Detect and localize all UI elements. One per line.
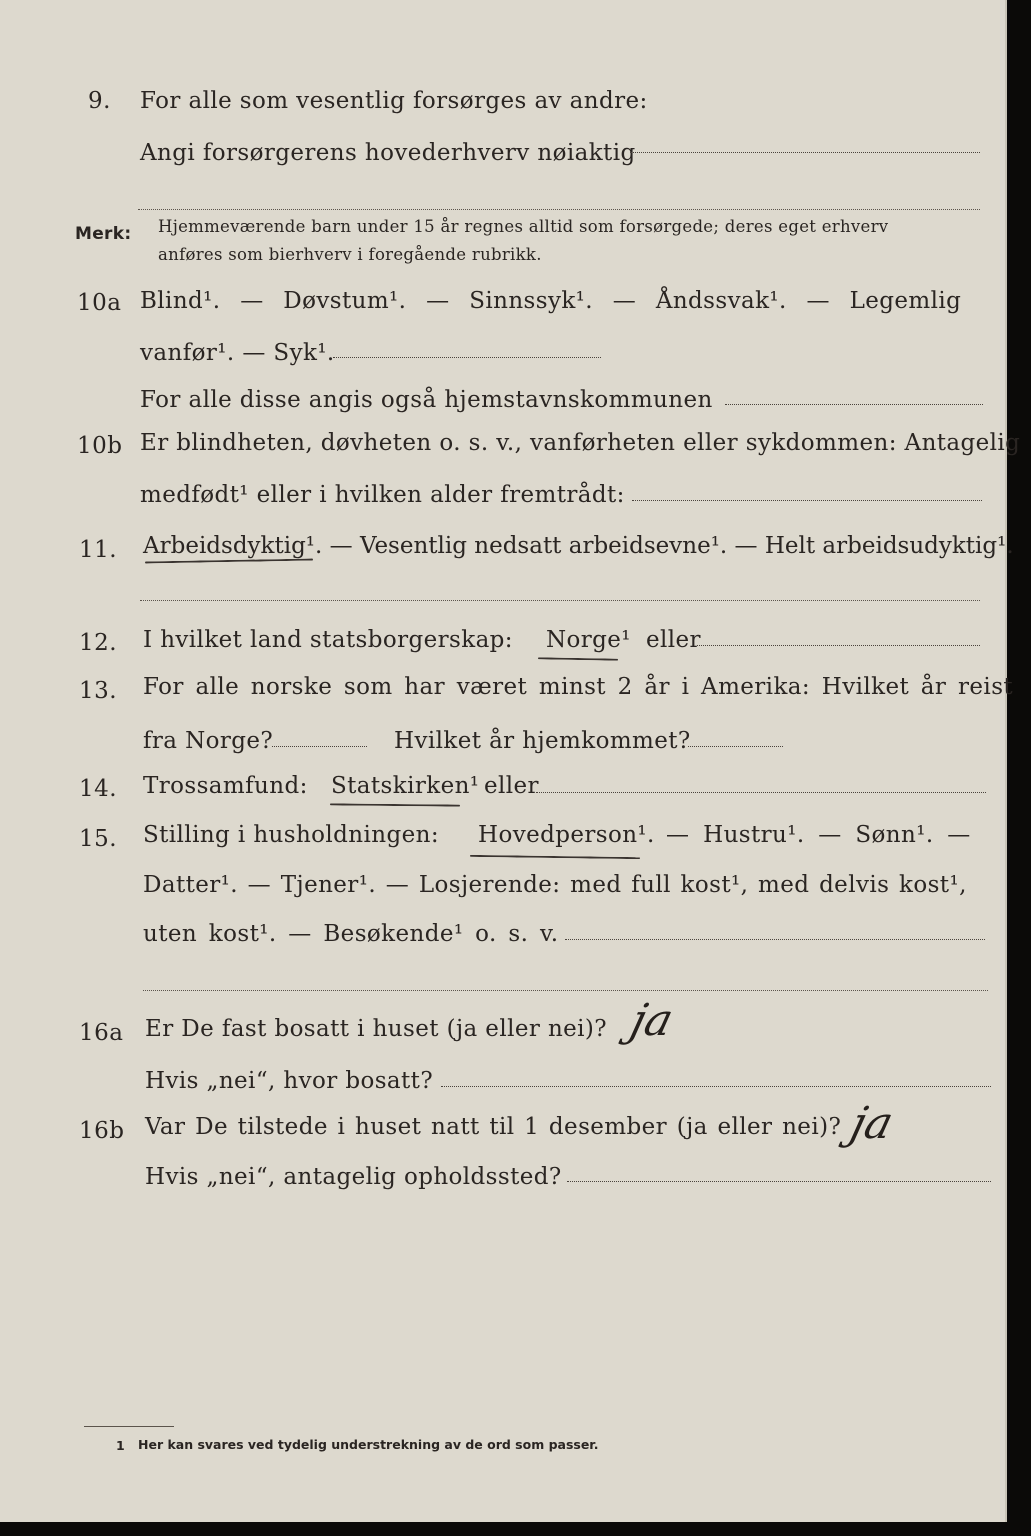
q10b-number: 10b	[77, 433, 123, 459]
q11-line1: Arbeidsdyktig¹. — Vesentlig nedsatt arbeidsevne¹. — Helt arbeidsudyktig¹.	[143, 533, 1014, 559]
q13-line2a: fra Norge?	[143, 728, 274, 754]
q11-underline-mark	[145, 559, 313, 564]
q12-suffix: eller	[646, 627, 701, 653]
q16b-line2: Hvis „nei“, antagelig opholdssted?	[145, 1164, 562, 1190]
q15-choice-hovedperson[interactable]: Hovedperson¹.	[478, 822, 655, 848]
q9-answer-line[interactable]	[630, 152, 980, 153]
q10a-number: 10a	[77, 290, 122, 316]
q16a-number: 16a	[79, 1020, 124, 1046]
footnote-text: Her kan svares ved tydelig understrekning av de ord som passer.	[138, 1437, 599, 1452]
q13-line1: For alle norske som har været minst 2 år i Amerika: Hvilket år reist	[143, 674, 1014, 700]
q14-choice-statskirken[interactable]: Statskirken¹	[331, 773, 480, 799]
q12-choice-norge[interactable]: Norge¹	[546, 627, 631, 653]
q10a-line1: Blind¹. — Døvstum¹. — Sinnssyk¹. — Åndssvak¹. — Legemlig	[140, 288, 962, 314]
q14-underline-mark	[330, 803, 460, 806]
q11-number: 11.	[79, 537, 118, 563]
q16b-handwritten-answer: ja	[845, 1098, 899, 1149]
q16b-line1: Var De tilstede i huset natt til 1 desember (ja eller nei)?	[145, 1114, 842, 1140]
q16a-line1: Er De fast bosatt i huset (ja eller nei)?	[145, 1016, 608, 1042]
q16b-answer-line[interactable]	[567, 1181, 991, 1182]
footnote-rule	[84, 1426, 174, 1427]
q9-line2: Angi forsørgerens hovederhverv nøiaktig	[140, 140, 636, 166]
q16b-number: 16b	[79, 1118, 125, 1144]
q10a-answer-line[interactable]	[333, 357, 601, 358]
q9-continuation-line[interactable]	[138, 209, 980, 210]
q13-departure-year-line[interactable]	[272, 746, 367, 747]
note-line1: Hjemmeværende barn under 15 år regnes alltid som forsørgede; deres eget erhverv	[158, 217, 889, 236]
q12-underline-mark	[538, 657, 618, 660]
q15-prefix: Stilling i husholdningen:	[143, 822, 439, 848]
q13-line2b: Hvilket år hjemkommet?	[394, 728, 691, 754]
q13-return-year-line[interactable]	[688, 746, 783, 747]
q16a-line2: Hvis „nei“, hvor bosatt?	[145, 1068, 434, 1094]
note-label: Merk:	[75, 224, 132, 244]
q16a-answer-line[interactable]	[441, 1086, 991, 1087]
q14-suffix: eller	[484, 773, 539, 799]
q14-number: 14.	[79, 776, 118, 802]
q10b-line1: Er blindheten, døvheten o. s. v., vanførheten eller sykdommen: Antagelig	[140, 430, 1021, 456]
q10b-answer-line[interactable]	[632, 500, 982, 501]
q15-line3: uten kost¹. — Besøkende¹ o. s. v.	[143, 921, 559, 947]
q9-number: 9.	[88, 88, 111, 114]
q10a-line2: vanfør¹. — Syk¹.	[140, 340, 335, 366]
q12-answer-line[interactable]	[697, 645, 980, 646]
q9-line1: For alle som vesentlig forsørges av andre:	[140, 88, 648, 114]
q16a-handwritten-answer: ja	[625, 995, 679, 1046]
q15-underline-mark	[470, 855, 640, 859]
q15-number: 15.	[79, 826, 118, 852]
q12-number: 12.	[79, 630, 118, 656]
note-line2: anføres som bierhverv i foregående rubrikk.	[158, 245, 542, 264]
q15-continuation-line[interactable]	[143, 990, 988, 991]
q15-answer-line[interactable]	[565, 939, 985, 940]
q13-number: 13.	[79, 678, 118, 704]
q15-line2: Datter¹. — Tjener¹. — Losjerende: med full kost¹, med delvis kost¹,	[143, 872, 967, 898]
q10a-line3: For alle disse angis også hjemstavnskommunen	[140, 387, 713, 413]
q15-line1-rest: — Hustru¹. — Sønn¹. —	[666, 822, 971, 848]
q11-continuation-line[interactable]	[140, 600, 980, 601]
q10b-line2: medfødt¹ eller i hvilken alder fremtrådt:	[140, 482, 625, 508]
footnote-mark: 1	[116, 1438, 125, 1453]
q14-answer-line[interactable]	[536, 792, 986, 793]
q14-prefix: Trossamfund:	[143, 773, 308, 799]
q10a-municipality-line[interactable]	[725, 404, 983, 405]
q12-prefix: I hvilket land statsborgerskap:	[143, 627, 513, 653]
